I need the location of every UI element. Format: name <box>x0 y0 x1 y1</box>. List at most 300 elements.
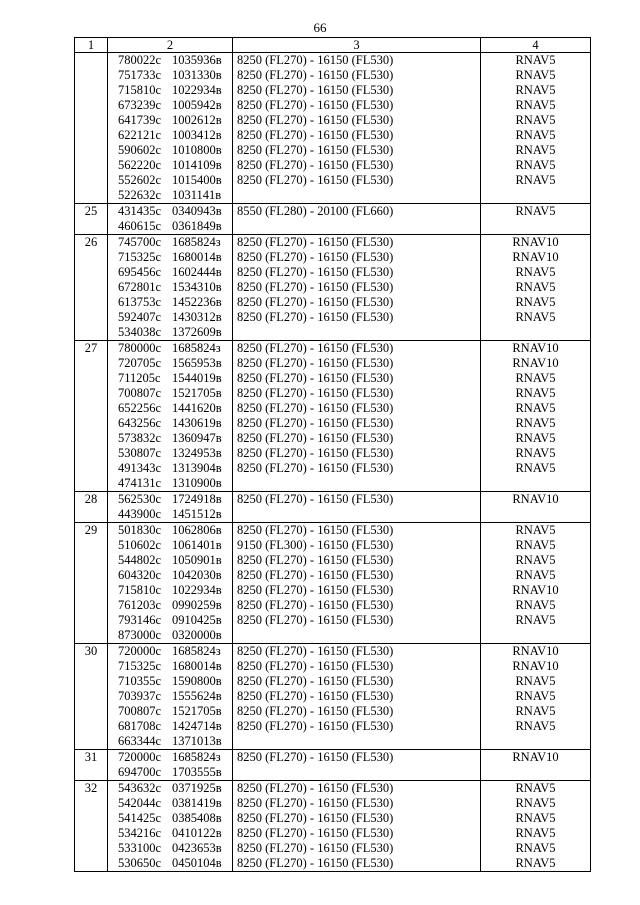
longitude: 1035936в <box>172 53 222 67</box>
longitude: 1310900в <box>172 476 222 490</box>
navigation-spec: RNAV5 <box>515 553 556 567</box>
table-row <box>75 341 591 492</box>
navigation-spec: RNAV5 <box>515 386 556 400</box>
navigation-spec: RNAV5 <box>515 841 556 855</box>
navigation-spec: RNAV10 <box>512 750 559 764</box>
navigation-spec: RNAV5 <box>515 781 556 795</box>
page-number: 66 <box>313 20 327 35</box>
latitude: 573832с <box>118 431 162 445</box>
latitude: 715325с <box>118 659 162 673</box>
latitude: 510602с <box>118 538 162 552</box>
altitude-range: 8250 (FL270) - 16150 (FL530) <box>237 295 394 309</box>
longitude: 1372609в <box>172 325 222 339</box>
altitude-range: 8250 (FL270) - 16150 (FL530) <box>237 53 394 67</box>
route-number-cell <box>75 492 108 523</box>
route-number: 30 <box>84 644 98 658</box>
longitude: 1430619в <box>172 416 222 430</box>
route-number-cell <box>75 53 108 204</box>
longitude: 1424714в <box>172 719 222 733</box>
altitude-range: 8250 (FL270) - 16150 (FL530) <box>237 371 394 385</box>
latitude: 534216с <box>118 826 162 840</box>
navigation-spec: RNAV5 <box>515 310 556 324</box>
header-row <box>75 38 591 53</box>
latitude: 431435с <box>118 204 162 218</box>
latitude: 522632с <box>118 188 162 202</box>
altitude-range-cell <box>233 341 481 492</box>
coordinate-pair <box>108 68 232 83</box>
longitude: 1313904в <box>172 461 222 475</box>
coordinate-pair <box>108 856 232 871</box>
route-number: 31 <box>84 750 98 764</box>
altitude-range: 8250 (FL270) - 16150 (FL530) <box>237 356 394 370</box>
altitude-range-cell <box>233 492 481 523</box>
longitude: 1050901в <box>172 553 222 567</box>
navigation-spec: RNAV5 <box>515 811 556 825</box>
altitude-range: 8250 (FL270) - 16150 (FL530) <box>237 583 394 597</box>
longitude: 1521705в <box>172 704 222 718</box>
longitude: 1441620в <box>172 401 222 415</box>
navigation-spec: RNAV5 <box>515 98 556 112</box>
route-number: 26 <box>84 235 98 249</box>
latitude: 673239с <box>118 98 162 112</box>
coordinate-pair <box>108 628 232 643</box>
coordinate-pair <box>108 53 232 68</box>
altitude-range-cell <box>233 523 481 644</box>
coordinate-pair <box>108 113 232 128</box>
altitude-range: 8250 (FL270) - 16150 (FL530) <box>237 416 394 430</box>
altitude-range: 8250 (FL270) - 16150 (FL530) <box>237 674 394 688</box>
table-row <box>75 523 591 644</box>
altitude-range-cell <box>233 235 481 341</box>
navigation-spec-cell <box>481 523 591 644</box>
navigation-spec: RNAV10 <box>512 356 559 370</box>
navigation-spec: RNAV5 <box>515 598 556 612</box>
navigation-spec: RNAV5 <box>515 204 556 218</box>
navigation-spec: RNAV5 <box>515 856 556 870</box>
latitude: 672801с <box>118 280 162 294</box>
longitude: 0423653в <box>172 841 222 855</box>
longitude: 1565953в <box>172 356 222 370</box>
altitude-range: 8250 (FL270) - 16150 (FL530) <box>237 250 394 264</box>
latitude: 474131с <box>118 476 162 490</box>
route-number-cell <box>75 235 108 341</box>
latitude: 501830с <box>118 523 162 537</box>
longitude: 1680014в <box>172 250 222 264</box>
altitude-range: 8250 (FL270) - 16150 (FL530) <box>237 83 394 97</box>
navigation-spec-cell <box>481 204 591 235</box>
coordinate-pair <box>108 613 232 628</box>
longitude: 1002612в <box>172 113 222 127</box>
table-row <box>75 204 591 235</box>
navigation-spec: RNAV10 <box>512 341 559 355</box>
longitude: 1703555в <box>172 765 222 779</box>
altitude-range: 8250 (FL270) - 16150 (FL530) <box>237 689 394 703</box>
latitude: 643256с <box>118 416 162 430</box>
route-number-cell <box>75 204 108 235</box>
navigation-spec: RNAV5 <box>515 446 556 460</box>
navigation-spec: RNAV5 <box>515 53 556 67</box>
coordinate-pair <box>108 659 232 674</box>
navigation-spec: RNAV5 <box>515 538 556 552</box>
coordinate-pair <box>108 826 232 841</box>
navigation-spec: RNAV5 <box>515 158 556 172</box>
coordinate-pair <box>108 750 232 765</box>
altitude-range: 8250 (FL270) - 16150 (FL530) <box>237 568 394 582</box>
coordinate-pair <box>108 765 232 780</box>
navigation-spec: RNAV5 <box>515 113 556 127</box>
longitude: 1685824з <box>172 341 221 355</box>
altitude-range: 8250 (FL270) - 16150 (FL530) <box>237 446 394 460</box>
latitude: 780022с <box>118 53 162 67</box>
route-number-cell <box>75 523 108 644</box>
latitude: 695456с <box>118 265 162 279</box>
longitude: 1685824з <box>172 750 221 764</box>
longitude: 1003412в <box>172 128 222 142</box>
route-number-cell <box>75 644 108 750</box>
navigation-spec: RNAV5 <box>515 128 556 142</box>
route-number: 25 <box>84 204 98 218</box>
navigation-spec: RNAV5 <box>515 265 556 279</box>
navigation-spec: RNAV5 <box>515 295 556 309</box>
route-number <box>75 53 107 68</box>
altitude-range: 8250 (FL270) - 16150 (FL530) <box>237 341 394 355</box>
navigation-spec-cell <box>481 644 591 750</box>
navigation-spec-cell <box>481 341 591 492</box>
altitude-range: 8250 (FL270) - 16150 (FL530) <box>237 598 394 612</box>
coordinates-cell <box>108 750 233 781</box>
latitude: 700807с <box>118 386 162 400</box>
navigation-spec: RNAV5 <box>515 523 556 537</box>
longitude: 1042030в <box>172 568 222 582</box>
latitude: 443900с <box>118 507 162 521</box>
latitude: 652256с <box>118 401 162 415</box>
coordinate-pair <box>108 219 232 234</box>
navigation-spec: RNAV10 <box>512 235 559 249</box>
coordinates-cell <box>108 53 233 204</box>
route-number: 32 <box>84 781 98 795</box>
navigation-spec: RNAV5 <box>515 826 556 840</box>
coordinate-pair <box>108 583 232 598</box>
latitude: 590602с <box>118 143 162 157</box>
coordinate-pair <box>108 523 232 538</box>
altitude-range: 8250 (FL270) - 16150 (FL530) <box>237 401 394 415</box>
coordinate-pair <box>108 204 232 219</box>
coordinate-pair <box>108 431 232 446</box>
altitude-range: 8250 (FL270) - 16150 (FL530) <box>237 644 394 658</box>
navigation-spec: RNAV5 <box>515 689 556 703</box>
navigation-spec: RNAV5 <box>515 280 556 294</box>
latitude: 460615с <box>118 219 162 233</box>
coordinates-cell <box>108 492 233 523</box>
coordinate-pair <box>108 568 232 583</box>
latitude: 533100с <box>118 841 162 855</box>
navigation-spec: RNAV5 <box>515 416 556 430</box>
altitude-range: 8250 (FL270) - 16150 (FL530) <box>237 523 394 537</box>
altitude-range: 8550 (FL280) - 20100 (FL660) <box>237 204 394 218</box>
coordinate-pair <box>108 265 232 280</box>
navigation-spec-cell <box>481 781 591 872</box>
coordinate-pair <box>108 325 232 340</box>
latitude: 562530с <box>118 492 162 506</box>
navigation-spec: RNAV5 <box>515 461 556 475</box>
navigation-spec-cell <box>481 53 591 204</box>
column-header-3: 3 <box>233 38 481 53</box>
latitude: 694700с <box>118 765 162 779</box>
navigation-spec: RNAV10 <box>512 659 559 673</box>
altitude-range: 8250 (FL270) - 16150 (FL530) <box>237 659 394 673</box>
longitude: 1521705в <box>172 386 222 400</box>
coordinate-pair <box>108 507 232 522</box>
longitude: 1010800в <box>172 143 222 157</box>
altitude-range-cell <box>233 750 481 781</box>
navigation-spec: RNAV10 <box>512 492 559 506</box>
altitude-range: 8250 (FL270) - 16150 (FL530) <box>237 280 394 294</box>
navigation-spec-cell <box>481 235 591 341</box>
column-header-2: 2 <box>108 38 233 53</box>
longitude: 1062806в <box>172 523 222 537</box>
longitude: 1685824з <box>172 235 221 249</box>
coordinate-pair <box>108 128 232 143</box>
longitude: 1324953в <box>172 446 222 460</box>
coordinate-pair <box>108 83 232 98</box>
coordinate-pair <box>108 416 232 431</box>
table-row <box>75 53 591 204</box>
coordinate-pair <box>108 341 232 356</box>
coordinate-pair <box>108 188 232 203</box>
coordinate-pair <box>108 734 232 749</box>
longitude: 1031141в <box>172 188 222 202</box>
coordinate-pair <box>108 173 232 188</box>
table-row <box>75 492 591 523</box>
latitude: 720705с <box>118 356 162 370</box>
coordinate-pair <box>108 280 232 295</box>
navigation-spec: RNAV10 <box>512 644 559 658</box>
latitude: 542044с <box>118 796 162 810</box>
coordinate-pair <box>108 295 232 310</box>
coordinate-pair <box>108 143 232 158</box>
latitude: 780000с <box>118 341 162 355</box>
longitude: 0340943в <box>172 204 222 218</box>
altitude-range-cell <box>233 53 481 204</box>
coordinates-cell <box>108 523 233 644</box>
coordinate-pair <box>108 598 232 613</box>
altitude-range: 8250 (FL270) - 16150 (FL530) <box>237 173 394 187</box>
navigation-spec: RNAV5 <box>515 371 556 385</box>
table-row <box>75 750 591 781</box>
coordinate-pair <box>108 674 232 689</box>
navigation-spec: RNAV5 <box>515 613 556 627</box>
longitude: 1014109в <box>172 158 222 172</box>
latitude: 715325с <box>118 250 162 264</box>
column-header-1: 1 <box>75 38 108 53</box>
navigation-spec: RNAV5 <box>515 568 556 582</box>
navigation-spec: RNAV5 <box>515 83 556 97</box>
latitude: 793146с <box>118 613 162 627</box>
altitude-range: 8250 (FL270) - 16150 (FL530) <box>237 68 394 82</box>
altitude-range: 8250 (FL270) - 16150 (FL530) <box>237 811 394 825</box>
coordinate-pair <box>108 356 232 371</box>
longitude: 1015400в <box>172 173 222 187</box>
latitude: 534038с <box>118 325 162 339</box>
altitude-range: 8250 (FL270) - 16150 (FL530) <box>237 431 394 445</box>
longitude: 0385408в <box>172 811 222 825</box>
longitude: 0320000в <box>172 628 222 642</box>
route-number-cell <box>75 750 108 781</box>
table-row <box>75 781 591 872</box>
altitude-range: 8250 (FL270) - 16150 (FL530) <box>237 235 394 249</box>
latitude: 751733с <box>118 68 162 82</box>
navigation-spec-cell <box>481 492 591 523</box>
coordinate-pair <box>108 811 232 826</box>
longitude: 0910425в <box>172 613 222 627</box>
altitude-range-cell <box>233 781 481 872</box>
altitude-range: 8250 (FL270) - 16150 (FL530) <box>237 719 394 733</box>
coordinate-pair <box>108 446 232 461</box>
coordinates-cell <box>108 235 233 341</box>
coordinate-pair <box>108 98 232 113</box>
navigation-spec: RNAV10 <box>512 250 559 264</box>
latitude: 592407с <box>118 310 162 324</box>
longitude: 1724918в <box>172 492 222 506</box>
coordinate-pair <box>108 553 232 568</box>
coordinates-cell <box>108 781 233 872</box>
coordinate-pair <box>108 644 232 659</box>
longitude: 1360947в <box>172 431 222 445</box>
latitude: 491343с <box>118 461 162 475</box>
latitude: 530807с <box>118 446 162 460</box>
altitude-range: 8250 (FL270) - 16150 (FL530) <box>237 826 394 840</box>
altitude-range: 8250 (FL270) - 16150 (FL530) <box>237 143 394 157</box>
coordinate-pair <box>108 310 232 325</box>
longitude: 1590800в <box>172 674 222 688</box>
latitude: 562220с <box>118 158 162 172</box>
longitude: 1430312в <box>172 310 222 324</box>
longitude: 1602444в <box>172 265 222 279</box>
route-number-cell <box>75 341 108 492</box>
latitude: 530650с <box>118 856 162 870</box>
route-number-cell <box>75 781 108 872</box>
navigation-spec: RNAV5 <box>515 796 556 810</box>
longitude: 0361849в <box>172 219 222 233</box>
coordinate-pair <box>108 476 232 491</box>
coordinate-pair <box>108 841 232 856</box>
altitude-range: 8250 (FL270) - 16150 (FL530) <box>237 492 394 506</box>
coordinate-pair <box>108 796 232 811</box>
latitude: 710355с <box>118 674 162 688</box>
altitude-range: 8250 (FL270) - 16150 (FL530) <box>237 158 394 172</box>
longitude: 1555624в <box>172 689 222 703</box>
coordinate-pair <box>108 704 232 719</box>
coordinate-pair <box>108 235 232 250</box>
longitude: 1022934в <box>172 83 222 97</box>
latitude: 720000с <box>118 750 162 764</box>
coordinate-pair <box>108 781 232 796</box>
coordinate-pair <box>108 371 232 386</box>
altitude-range: 8250 (FL270) - 16150 (FL530) <box>237 704 394 718</box>
latitude: 552602с <box>118 173 162 187</box>
coordinate-pair <box>108 538 232 553</box>
longitude: 0371925в <box>172 781 222 795</box>
altitude-range: 8250 (FL270) - 16150 (FL530) <box>237 613 394 627</box>
coordinate-pair <box>108 689 232 704</box>
altitude-range: 8250 (FL270) - 16150 (FL530) <box>237 856 394 870</box>
column-header-4: 4 <box>481 38 591 53</box>
altitude-range: 8250 (FL270) - 16150 (FL530) <box>237 128 394 142</box>
longitude: 1061401в <box>172 538 222 552</box>
altitude-range: 8250 (FL270) - 16150 (FL530) <box>237 461 394 475</box>
navigation-spec: RNAV5 <box>515 143 556 157</box>
longitude: 0381419в <box>172 796 222 810</box>
coordinate-pair <box>108 250 232 265</box>
longitude: 1031330в <box>172 68 222 82</box>
latitude: 711205с <box>118 371 161 385</box>
altitude-range: 8250 (FL270) - 16150 (FL530) <box>237 750 394 764</box>
latitude: 543632с <box>118 781 162 795</box>
altitude-range: 8250 (FL270) - 16150 (FL530) <box>237 781 394 795</box>
longitude: 0990259в <box>172 598 222 612</box>
navigation-spec: RNAV10 <box>512 583 559 597</box>
altitude-range: 8250 (FL270) - 16150 (FL530) <box>237 386 394 400</box>
latitude: 745700с <box>118 235 162 249</box>
latitude: 700807с <box>118 704 162 718</box>
altitude-range: 8250 (FL270) - 16150 (FL530) <box>237 113 394 127</box>
navigation-spec-cell <box>481 750 591 781</box>
longitude: 1022934в <box>172 583 222 597</box>
longitude: 1452236в <box>172 295 222 309</box>
altitude-range: 8250 (FL270) - 16150 (FL530) <box>237 98 394 112</box>
navigation-spec: RNAV5 <box>515 173 556 187</box>
longitude: 1534310в <box>172 280 222 294</box>
coordinates-cell <box>108 644 233 750</box>
altitude-range: 8250 (FL270) - 16150 (FL530) <box>237 796 394 810</box>
navigation-spec: RNAV5 <box>515 704 556 718</box>
latitude: 715810с <box>118 583 162 597</box>
latitude: 663344с <box>118 734 162 748</box>
coordinate-pair <box>108 158 232 173</box>
latitude: 622121с <box>118 128 162 142</box>
latitude: 703937с <box>118 689 162 703</box>
latitude: 641739с <box>118 113 162 127</box>
longitude: 1544019в <box>172 371 222 385</box>
latitude: 541425с <box>118 811 162 825</box>
navigation-spec: RNAV5 <box>515 431 556 445</box>
longitude: 1685824з <box>172 644 221 658</box>
latitude: 613753с <box>118 295 162 309</box>
latitude: 715810с <box>118 83 162 97</box>
coordinate-pair <box>108 461 232 476</box>
coordinate-pair <box>108 386 232 401</box>
table-row <box>75 644 591 750</box>
altitude-range: 8250 (FL270) - 16150 (FL530) <box>237 310 394 324</box>
latitude: 720000с <box>118 644 162 658</box>
longitude: 0450104в <box>172 856 222 870</box>
latitude: 544802с <box>118 553 162 567</box>
latitude: 604320с <box>118 568 162 582</box>
altitude-range: 9150 (FL300) - 16150 (FL530) <box>237 538 394 552</box>
altitude-range-cell <box>233 644 481 750</box>
longitude: 1680014в <box>172 659 222 673</box>
longitude: 1005942в <box>172 98 222 112</box>
latitude: 761203с <box>118 598 162 612</box>
altitude-range-cell <box>233 204 481 235</box>
table-row <box>75 235 591 341</box>
altitude-range: 8250 (FL270) - 16150 (FL530) <box>237 553 394 567</box>
longitude: 1371013в <box>172 734 222 748</box>
route-number: 29 <box>84 523 98 537</box>
coordinate-pair <box>108 401 232 416</box>
latitude: 873000с <box>118 628 162 642</box>
coordinate-pair <box>108 719 232 734</box>
